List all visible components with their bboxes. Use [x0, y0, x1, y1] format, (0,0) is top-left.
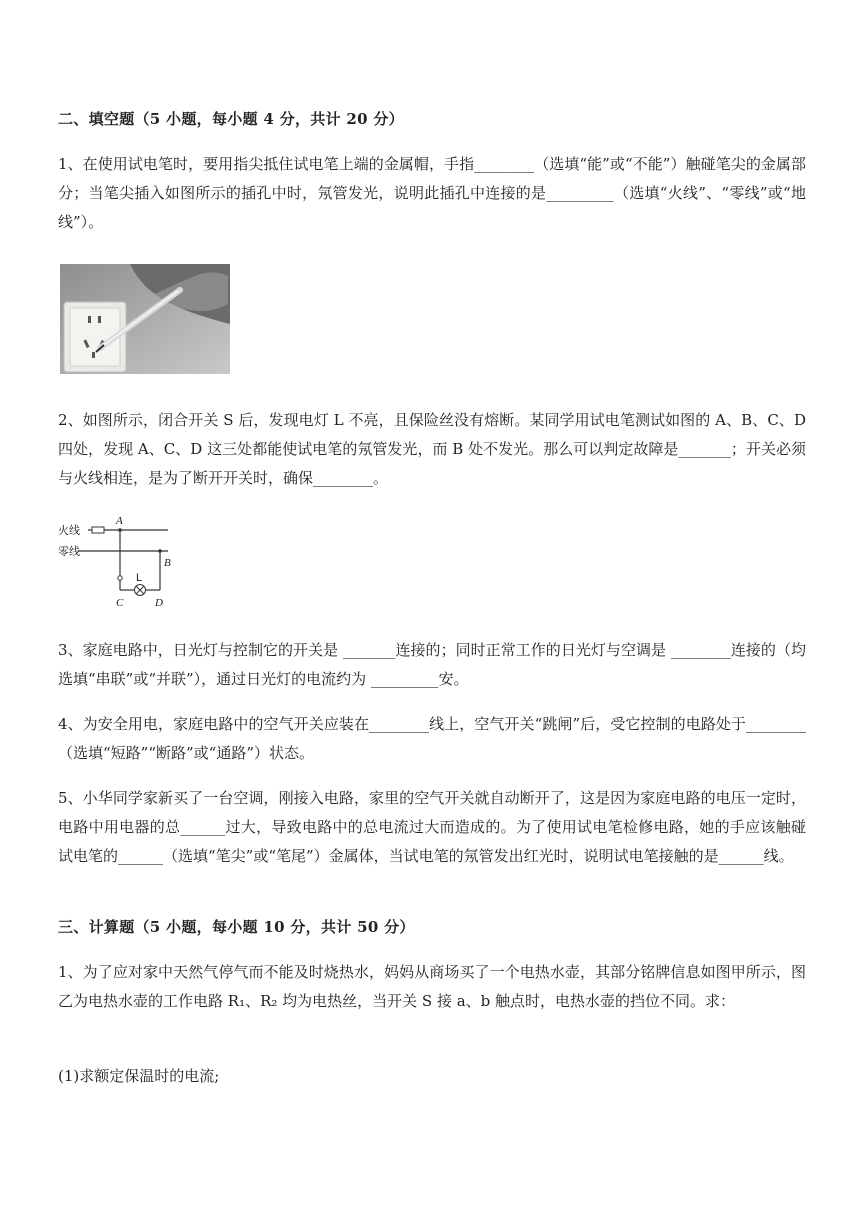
fill-question-5: 5、小华同学家新买了一台空调，刚接入电路，家里的空气开关就自动断开了，这是因为家庭电路的电压一定时，电路中用电器的总______过大，导致电路中的总电流过大而造成的。为了使用试电笔检修电路，她的手应该触碰试电笔的______（选填“笔尖”或“笔尾”）金属体，当试电笔的氖管发出红光时，说明试电笔接触的是______线。 — [58, 789, 806, 865]
fill-question-4: 4、为安全用电，家庭电路中的空气开关应装在________线上，空气开关“跳闸”后，受它控制的电路处于________（选填“短路”“断路”或“通路”）状态。 — [58, 715, 806, 762]
calc-question-1: 1、为了应对家中天然气停气而不能及时烧热水，妈妈从商场买了一个电热水壶，其部分铭牌信息如图甲所示，图乙为电热水壶的工作电路 R₁、R₂ 均为电热丝，当开关 S 接 a、b 触点时，电热水壶的挡位不同。求： — [58, 963, 806, 1010]
section-2-title: 二、填空题（5 小题，每小题 4 分，共计 20 分） — [58, 110, 404, 128]
lamp-label: L — [136, 572, 143, 584]
neutral-wire-label: 零线 — [58, 546, 80, 558]
test-pen-socket-photo — [60, 264, 230, 374]
fuse-symbol — [92, 527, 104, 533]
calc-question-1-part-1: (1)求额定保温时的电流; — [58, 1067, 220, 1085]
point-a-label: A — [116, 515, 123, 527]
live-wire-label: 火线 — [58, 525, 80, 537]
point-c-label: C — [116, 597, 124, 609]
point-b-label: B — [164, 557, 171, 569]
fill-question-2: 2、如图所示，闭合开关 S 后，发现电灯 L 不亮，且保险丝没有熔断。某同学用试电笔测试如图的 A、B、C、D 四处，发现 A、C、D 这三处都能使试电笔的氖管发光，而 B 处不发光。那么可以判定故障是_______；开关必须与火线相连，是为了断开开关时，确保________。 — [58, 411, 806, 487]
fill-question-3: 3、家庭电路中，日光灯与控制它的开关是 _______连接的；同时正常工作的日光灯与空调是 ________连接的（均选填“串联”或“并联”），通过日光灯的电流约为 _________安。 — [58, 641, 806, 688]
point-d-label: D — [155, 597, 163, 609]
section-3-title: 三、计算题（5 小题，每小题 10 分，共计 50 分） — [58, 918, 415, 936]
fill-question-1: 1、在使用试电笔时，要用指尖抵住试电笔上端的金属帽，手指________（选填“能”或“不能”）触碰笔尖的金属部分；当笔尖插入如图所示的插孔中时，氖管发光，说明此插孔中连接的是_________（选填“火线”、“零线”或“地线”）。 — [58, 155, 806, 231]
circuit-diagram — [56, 514, 180, 612]
